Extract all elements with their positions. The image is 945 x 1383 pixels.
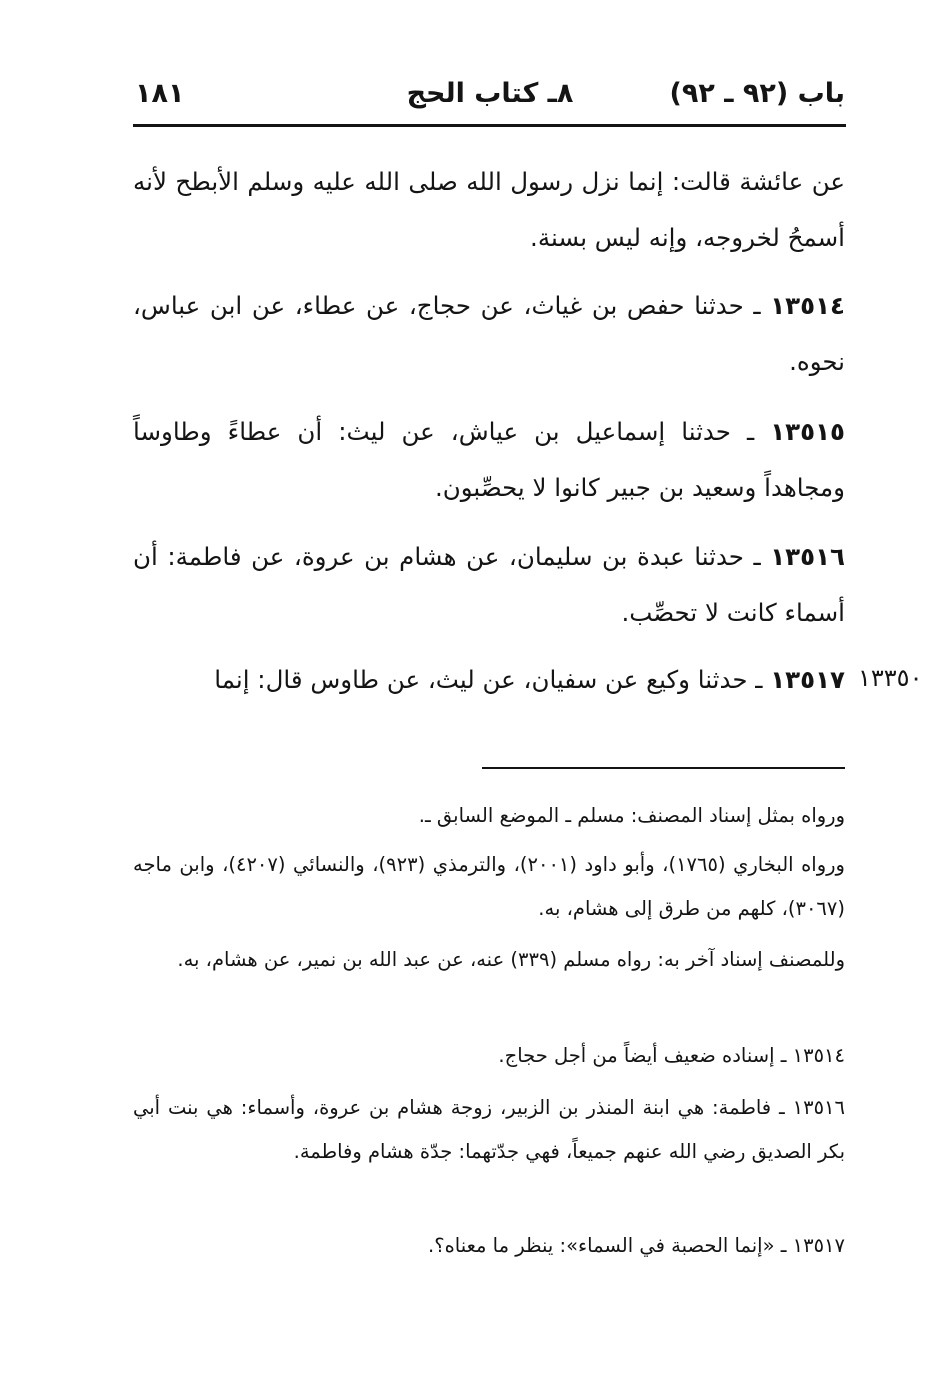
paragraph-1	[133, 154, 845, 266]
footnote-1: ورواه بمثل إسناد المصنف: مسلم ـ الموضع السابق ـ.	[418, 804, 845, 827]
footnote-5: ١٣٥١٦ ـ فاطمة: هي ابنة المنذر بن الزبير، زوجة هشام بن عروة، وأسماء: هي بنت أبي بكر الصديق رضي الله عنهم جميعاً، فهي جدّتهما: جدّة هشام وفاطمة.	[133, 1096, 845, 1163]
footnote-separator	[482, 767, 845, 769]
book-title: ٨ـ كتاب الحج	[406, 78, 574, 109]
footnote-6: ١٣٥١٧ ـ «إنما الحصبة في السماء»: ينظر ما معناه؟.	[428, 1234, 845, 1257]
hadith-13515	[133, 404, 845, 516]
footnote-4: ١٣٥١٤ ـ إسناده ضعيف أيضاً من أجل حجاج.	[498, 1044, 845, 1067]
hadith-13514	[133, 278, 845, 390]
footnote-3: وللمصنف إسناد آخر به: رواه مسلم (٣٣٩) عنه، عن عبد الله بن نمير، عن هشام، به.	[177, 948, 845, 971]
hadith-text: ـ حدثنا حفص بن غياث، عن حجاج، عن عطاء، عن ابن عباس، نحوه.	[133, 291, 845, 376]
hadith-text: ـ حدثنا إسماعيل بن عياش، عن ليث: أن عطاءً وطاوساً ومجاهداً وسعيد بن جبير كانوا لا يحصِّبون.	[133, 417, 845, 502]
hadith-number: ١٣٥١٧	[770, 665, 845, 694]
page-header	[135, 78, 845, 122]
hadith-number: ١٣٥١٤	[770, 291, 845, 320]
hadith-13517	[133, 652, 845, 708]
hadith-text: ـ حدثنا وكيع عن سفيان، عن ليث، عن طاوس قال: إنما	[214, 665, 771, 694]
hadith-text: ـ حدثنا عبدة بن سليمان، عن هشام بن عروة، عن فاطمة: أن أسماء كانت لا تحصِّب.	[133, 542, 845, 627]
hadith-number: ١٣٥١٥	[770, 417, 845, 446]
page-number: ١٨١	[135, 78, 185, 109]
hadith-13516	[133, 529, 845, 641]
header-rule	[133, 124, 846, 127]
chapter-heading: باب (٩٢ ـ ٩٢)	[669, 78, 845, 109]
paragraph-text: عن عائشة قالت: إنما نزل رسول الله صلى الله عليه وسلم الأبطح لأنه أسمحُ لخروجه، وإنه ليس بسنة.	[133, 167, 845, 252]
margin-reference-number: ١٣٣٥٠	[858, 664, 923, 692]
footnote-2: ورواه البخاري (١٧٦٥)، وأبو داود (٢٠٠١)، والترمذي (٩٢٣)، والنسائي (٤٢٠٧)، وابن ماجه (٣٠٦٧)، كلهم من طرق إلى هشام، به.	[133, 853, 845, 920]
hadith-number: ١٣٥١٦	[770, 542, 845, 571]
